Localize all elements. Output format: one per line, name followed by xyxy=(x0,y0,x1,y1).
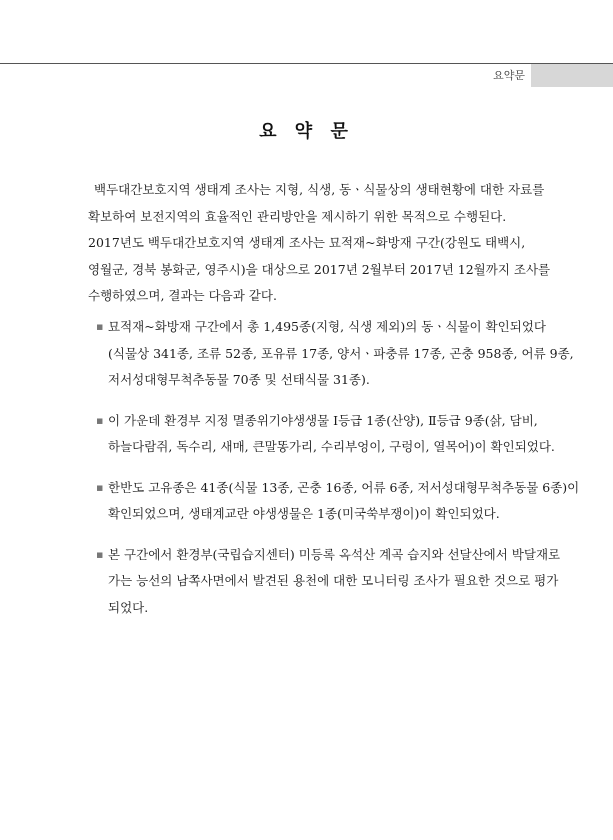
intro-paragraph xyxy=(88,177,551,310)
finding-item xyxy=(96,314,574,394)
intro-line: 2017년도 백두대간보호지역 생태계 조사는 묘적재~화방재 구간(강원도 태백시, xyxy=(88,235,526,250)
page-title: 요 약 문 xyxy=(259,121,354,142)
finding-line: 이 가운데 환경부 지정 멸종위기야생생물 Ⅰ등급 1종(산양), Ⅱ등급 9종(삵, 담비, xyxy=(108,412,538,428)
running-header-label: 요약문 xyxy=(493,69,525,82)
finding-item xyxy=(96,542,561,622)
header-rule xyxy=(0,63,613,64)
bullet-marker: ▪ xyxy=(96,413,104,427)
finding-line: 확인되었으며, 생태계교란 야생생물은 1종(미국쑥부쟁이)이 확인되었다. xyxy=(108,506,500,521)
header-tab-bar xyxy=(531,64,613,87)
finding-line: (식물상 341종, 조류 52종, 포유류 17종, 양서ㆍ파충류 17종, 곤충 958종, 어류 9종, xyxy=(108,345,574,361)
finding-line: 한반도 고유종은 41종(식물 13종, 곤충 16종, 어류 6종, 저서성대형무척추동물 6종)이 xyxy=(108,479,580,495)
intro-line: 영월군, 경북 봉화군, 영주시)을 대상으로 2017년 2월부터 2017년 12월까지 조사를 xyxy=(88,261,551,277)
finding-line: 본 구간에서 환경부(국립습지센터) 미등록 옥석산 계곡 습지와 선달산에서 박달재로 xyxy=(108,546,561,562)
finding-line: 묘적재~화방재 구간에서 총 1,495종(지형, 식생 제외)의 동ㆍ식물이 확인되었다 xyxy=(108,319,546,334)
bullet-marker: ▪ xyxy=(96,547,104,561)
findings-list xyxy=(96,314,580,635)
bullet-marker: ▪ xyxy=(96,320,104,333)
finding-line: 가는 능선의 남쪽사면에서 발견된 용천에 대한 모니터링 조사가 필요한 것으로 평가 xyxy=(108,573,559,588)
finding-line: 저서성대형무척추동물 70종 및 선태식물 31종). xyxy=(108,372,370,387)
intro-line: 확보하여 보전지역의 효율적인 관리방안을 제시하기 위한 목적으로 수행된다. xyxy=(88,208,507,224)
finding-line: 하늘다람쥐, 독수리, 새매, 큰말똥가리, 수리부엉이, 구렁이, 열목어)이 확인되었다. xyxy=(108,439,555,454)
finding-item xyxy=(96,475,580,528)
intro-line: 백두대간보호지역 생태계 조사는 지형, 식생, 동ㆍ식물상의 생태현황에 대한 자료를 xyxy=(94,182,545,197)
bullet-marker: ▪ xyxy=(96,480,104,494)
finding-line: 되었다. xyxy=(108,599,149,615)
intro-line: 수행하였으며, 결과는 다음과 같다. xyxy=(88,288,277,303)
finding-item xyxy=(96,408,555,461)
